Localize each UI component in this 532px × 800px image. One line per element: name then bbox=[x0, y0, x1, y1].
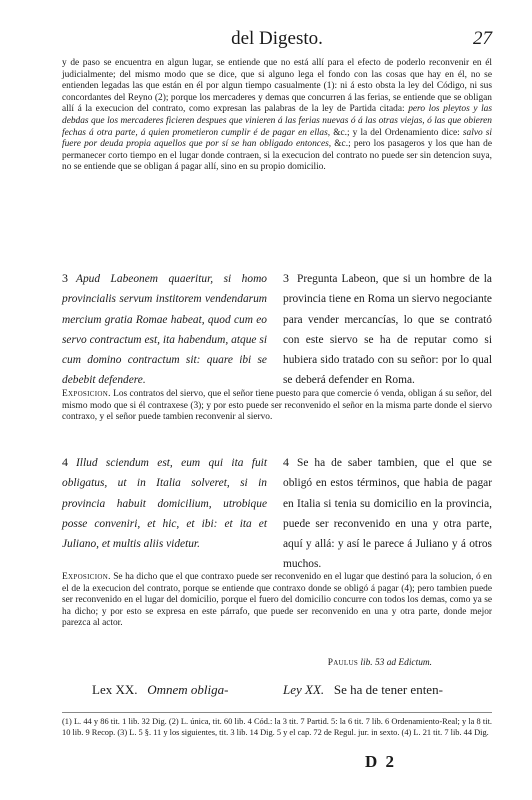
next-law-latin-prefix: Lex XX. bbox=[92, 682, 138, 697]
spanish-text: Se ha de saber tambien, que el que se obligó en estos términos, que habia de pagar en Italia si tenia su domicilio en la provincia, puede ser reconvenido en una y otra parte, aquí y allá: y así le parece á Juliano y á otros muchos. bbox=[283, 457, 492, 571]
latin-proper-name: Juliano bbox=[62, 538, 97, 551]
next-law-latin-words: Omnem obliga- bbox=[147, 682, 229, 697]
exposition-text: Los contratos del siervo, que el señor tiene puesto para que comercie ó venda, obligan á su señor, del mismo modo que si él contraxese (3); y por esto puede ser reconvenido el señor en la misma parte donde el siervo contraxo, y el señor puede tambien reconvenir al siervo. bbox=[62, 389, 493, 423]
section-number: 3 bbox=[283, 271, 289, 285]
spanish-column-section-4 bbox=[283, 452, 492, 575]
exposition-label: Exposicion. bbox=[62, 389, 111, 399]
opening-paragraph bbox=[62, 58, 492, 174]
exposition-text: Se ha dicho que el que contraxo puede ser reconvenido en el lugar que destinó para la solucion, ó en el de la execucion del contrato, porque se entiende que contraxo donde se obligó á pagar (4); pero tambien puede ser reconvenido en el lugar del domicilio, porque el fuero del domicilio concurre con todos los demas, como ya se ha dicho; y por esto se expresa en este párrafo, que puede ser reconvenido en una y otra parte, donde mejor parezca al actor. bbox=[62, 572, 492, 629]
page bbox=[62, 0, 492, 800]
paragraph-text: y de paso se encuentra en algun lugar, se entiende que no está allí para el efecto de poderlo reconvenir en él judicialmente; del mismo modo que se dice, que si alguno lega el fondo con las cosas que hay en él, no se entienden legadas las que están en él por algun tiempo casualmente (1): ni á esto obsta la ley del Código, ni sus concordantes del Reyno (2); porque los mercaderes y demas que concurren á las ferias, se entiende que se obligan allí á la execucion del contrato, como expresan las palabras de la ley de Partida citada: bbox=[62, 58, 492, 115]
attribution bbox=[62, 658, 492, 668]
page-number: 27 bbox=[473, 28, 492, 49]
exposition-section-3 bbox=[62, 389, 492, 424]
latin-text: Illud sciendum est, eum qui ita fuit obligatus, ut in Italia solveret, si in provincia habuit domicilium, utrobique posse conveniri, et hic, et ibi: et ita et bbox=[62, 457, 267, 530]
latin-column-section-4 bbox=[62, 452, 267, 554]
latin-text: , et multis aliis videtur. bbox=[96, 538, 200, 551]
next-law-spanish-words: Se ha de tener enten- bbox=[333, 682, 443, 697]
latin-column-section-3 bbox=[62, 268, 267, 391]
exposition-section-4 bbox=[62, 572, 492, 630]
attribution-author: Paulus bbox=[327, 658, 359, 668]
section-number: 4 bbox=[62, 455, 68, 469]
quoted-law-text: salvo si fuere por deuda propia aquellos que por sí se han obligado entonces, bbox=[62, 127, 493, 150]
next-law-latin bbox=[92, 682, 229, 698]
spanish-text: Pregunta Labeon, que si un hombre de la provincia tiene en Roma un siervo negociante para vender mercancías, lo que se contrató con este siervo se ha de reputar como si hubiera sido tratado con su señor: por lo qual se deberá defender en Roma. bbox=[283, 273, 492, 387]
paragraph-text: &c.; y la del Ordenamiento dice: bbox=[333, 127, 460, 138]
running-head bbox=[62, 28, 492, 52]
latin-text: Apud Labeonem quaeritur, si homo provincialis servum institorem vendendarum mercium gratia Romae habeat, quod cum eo servo contractum est, ita habendum, atque si cum domino contractum sit: quare ibi se debebit defendere. bbox=[62, 273, 267, 387]
footnotes: (1) L. 44 y 86 tit. 1 lib. 32 Dig. (2) L. única, tit. 60 lib. 4 Cód.: la 3 tit. 7 Partid. 5: la 6 tit. 7 lib. 6 Ordenamiento-Real; y la 8 tit. 10 lib. 9 Recop. (3) L. 5 §. 11 y los siguientes, tit. 3 lib. 14 Dig. 5 y el cap. 72 de Regul. jur. in sexto. (4) L. 21 tit. 7 lib. 44 Dig. bbox=[62, 712, 492, 739]
signature-mark: D 2 bbox=[365, 752, 397, 771]
section-number: 3 bbox=[62, 271, 68, 285]
next-law-spanish-prefix: Ley XX. bbox=[283, 682, 325, 697]
attribution-source: lib. 53 ad Edictum. bbox=[360, 658, 432, 668]
quoted-law-text: pero los pleytos y las debdas que los mercaderes ficieren despues que vinieren á las ferias nuevas ó á las otras viejas, ó las que obieren fechas á otra parte, á quien prometieron cumplir é de pagar en ellas, bbox=[62, 104, 493, 138]
section-number: 4 bbox=[283, 455, 289, 469]
paragraph-text: &c.; pero los pasageros y los que han de permanecer corto tiempo en el lugar donde contraen, si la execucion del contrato no puede ser sin detencion suya, no se entiende que se obligan á pagar allí, sino en su propio domicilio. bbox=[62, 139, 492, 173]
next-law-spanish bbox=[283, 682, 492, 698]
running-title: del Digesto. bbox=[231, 28, 323, 49]
spanish-column-section-3 bbox=[283, 268, 492, 391]
exposition-label: Exposicion. bbox=[62, 572, 111, 582]
